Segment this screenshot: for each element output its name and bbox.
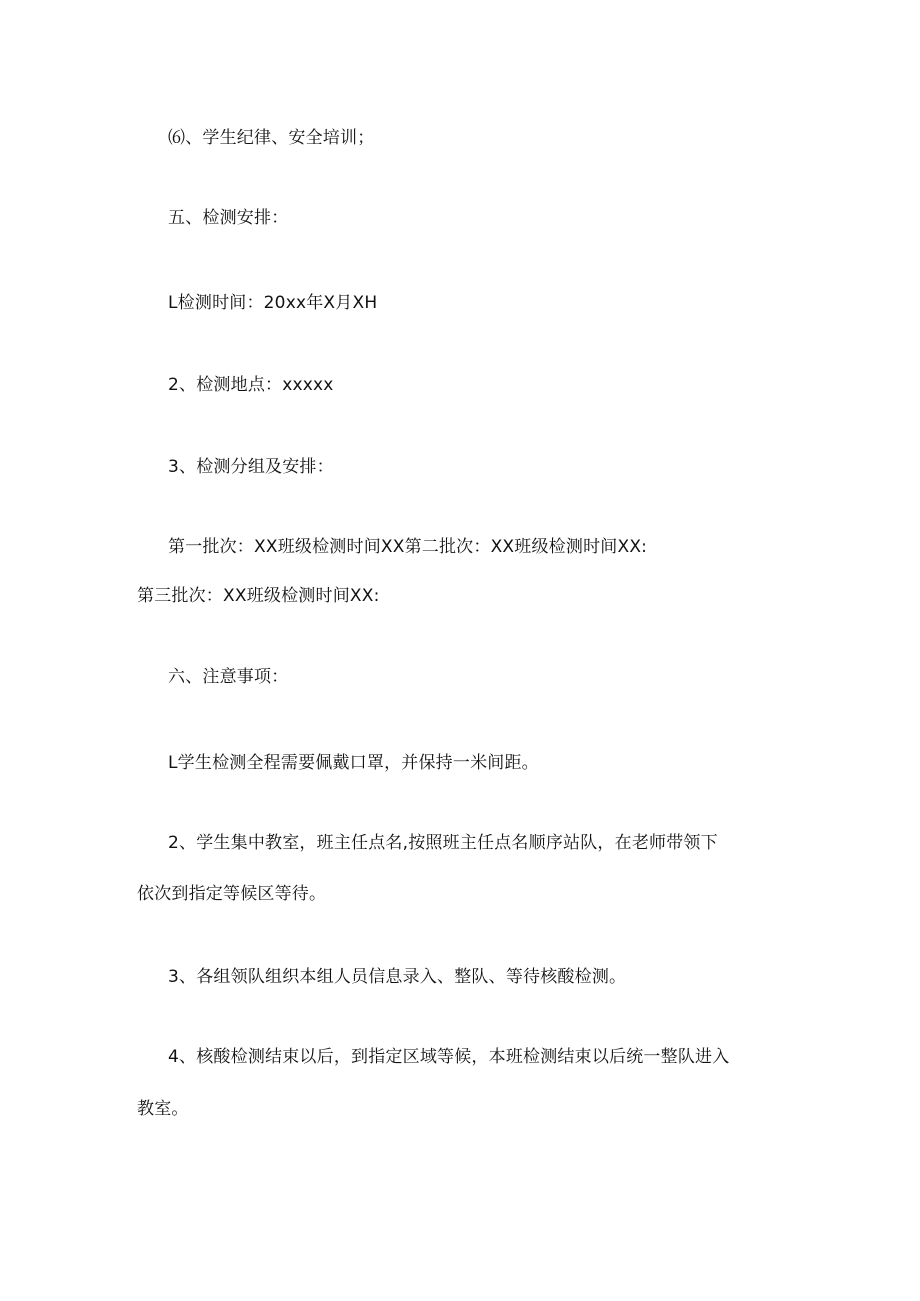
note-2-line-2: 依次到指定等候区等待。 xyxy=(137,884,327,904)
note-3-line: 3、各组领队组织本组人员信息录入、整队、等待核酸检测。 xyxy=(168,967,627,987)
note-2-line-1: 2、学生集中教室，班主任点名,按照班主任点名顺序站队，在老师带领下 xyxy=(168,833,718,853)
note-4-line-1: 4、核酸检测结束以后，到指定区域等候，本班检测结束以后统一整队进入 xyxy=(168,1047,730,1067)
batch-line-2: 第三批次：XX班级检测时间XX: xyxy=(137,586,380,606)
test-time-line: L检测时间：20xx年X月XH xyxy=(168,293,378,313)
test-location-line: 2、检测地点：xxxxx xyxy=(168,375,334,395)
section-5-heading: 五、检测安排： xyxy=(168,208,289,228)
note-4-line-2: 教室。 xyxy=(137,1099,189,1119)
item-6-student-discipline: ⑹、学生纪律、安全培训； xyxy=(168,128,375,148)
test-grouping-line: 3、检测分组及安排： xyxy=(168,457,334,477)
batch-line-1: 第一批次：XX班级检测时间XX第二批次：XX班级检测时间XX: xyxy=(168,537,648,557)
section-6-heading: 六、注意事项： xyxy=(168,667,289,687)
note-1-line: L学生检测全程需要佩戴口罩，并保持一米间距。 xyxy=(168,753,539,773)
